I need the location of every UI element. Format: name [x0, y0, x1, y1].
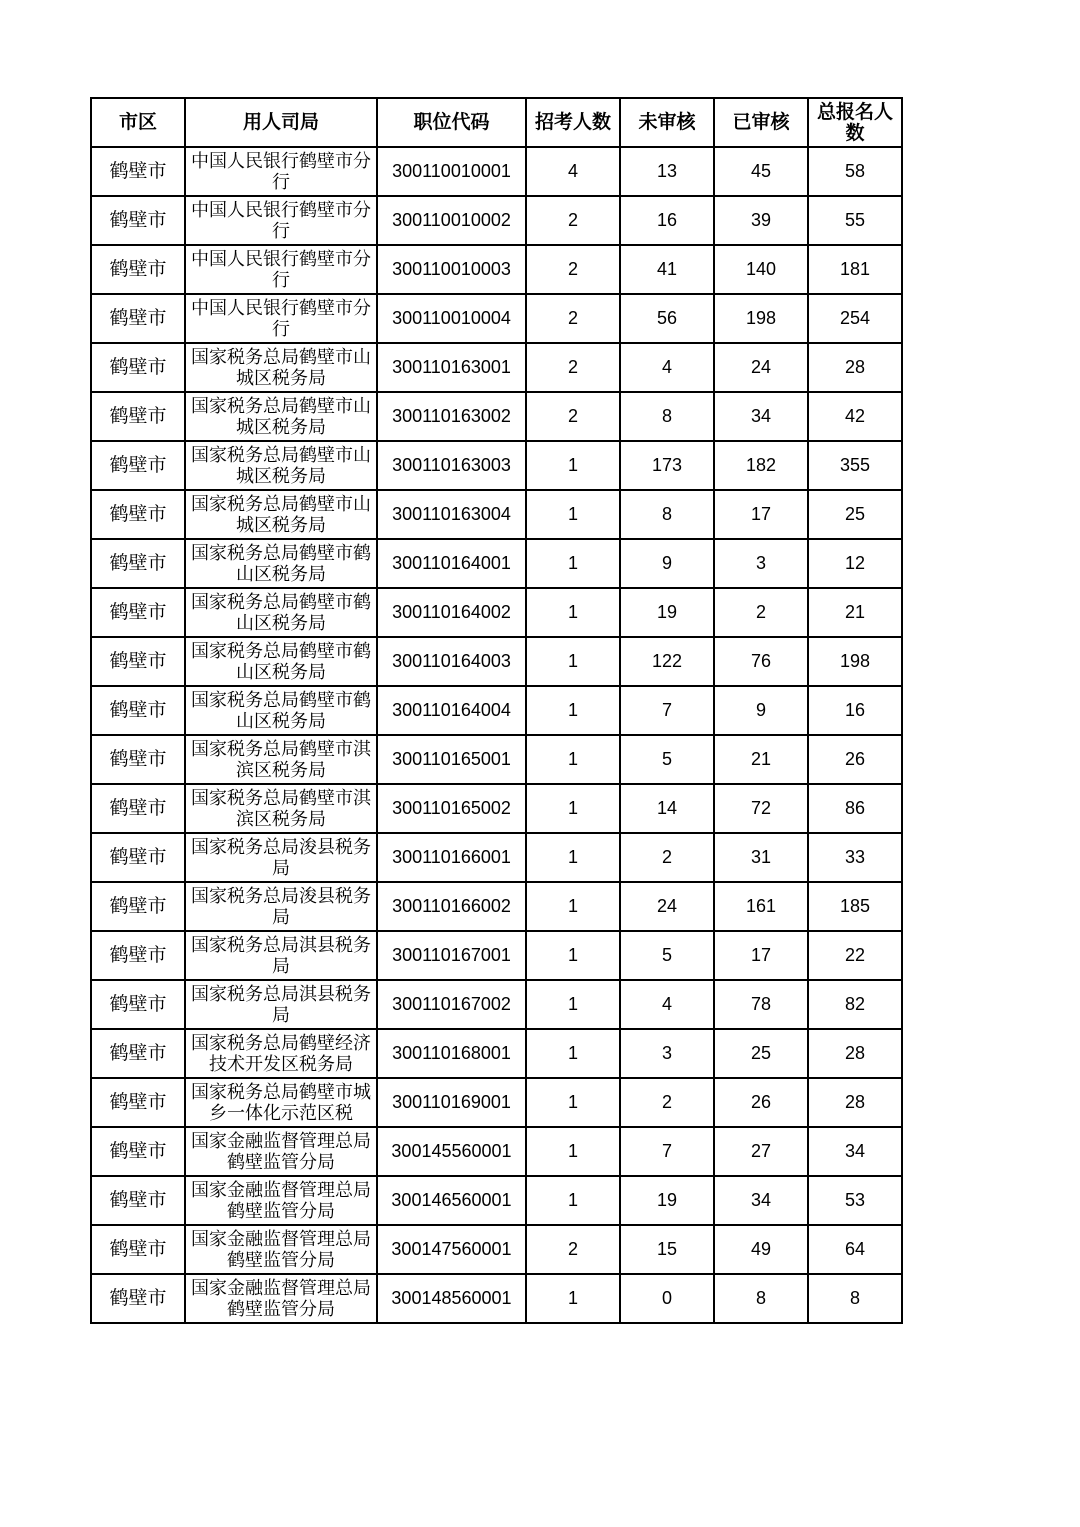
cell-position-code: 300110164004: [377, 686, 526, 735]
cell-recruit-count: 1: [526, 539, 620, 588]
cell-agency: 国家税务总局鹤壁市鹤山区税务局: [185, 588, 377, 637]
cell-position-code: 300110167001: [377, 931, 526, 980]
cell-reviewed: 31: [714, 833, 808, 882]
cell-recruit-count: 1: [526, 1078, 620, 1127]
cell-position-code: 300148560001: [377, 1274, 526, 1323]
cell-unreviewed: 4: [620, 980, 714, 1029]
cell-reviewed: 198: [714, 294, 808, 343]
cell-city: 鹤壁市: [91, 833, 185, 882]
cell-total-applicants: 28: [808, 343, 902, 392]
cell-unreviewed: 173: [620, 441, 714, 490]
cell-position-code: 300110164002: [377, 588, 526, 637]
cell-position-code: 300145560001: [377, 1127, 526, 1176]
cell-total-applicants: 355: [808, 441, 902, 490]
cell-city: 鹤壁市: [91, 294, 185, 343]
cell-unreviewed: 7: [620, 686, 714, 735]
cell-total-applicants: 82: [808, 980, 902, 1029]
cell-position-code: 300110010003: [377, 245, 526, 294]
cell-total-applicants: 25: [808, 490, 902, 539]
cell-city: 鹤壁市: [91, 784, 185, 833]
cell-reviewed: 45: [714, 147, 808, 196]
cell-agency: 国家税务总局淇县税务局: [185, 980, 377, 1029]
table-row: [91, 784, 902, 833]
cell-city: 鹤壁市: [91, 147, 185, 196]
header-city: 市区: [91, 98, 185, 147]
cell-total-applicants: 53: [808, 1176, 902, 1225]
cell-total-applicants: 34: [808, 1127, 902, 1176]
cell-recruit-count: 1: [526, 490, 620, 539]
table-row: [91, 1078, 902, 1127]
cell-city: 鹤壁市: [91, 882, 185, 931]
cell-recruit-count: 2: [526, 196, 620, 245]
cell-total-applicants: 42: [808, 392, 902, 441]
cell-agency: 中国人民银行鹤壁市分行: [185, 147, 377, 196]
cell-unreviewed: 9: [620, 539, 714, 588]
cell-recruit-count: 1: [526, 833, 620, 882]
table-row: [91, 980, 902, 1029]
cell-recruit-count: 2: [526, 343, 620, 392]
cell-position-code: 300110163004: [377, 490, 526, 539]
cell-agency: 国家税务总局鹤壁市鹤山区税务局: [185, 637, 377, 686]
cell-total-applicants: 198: [808, 637, 902, 686]
registration-table: [90, 97, 903, 1324]
cell-agency: 中国人民银行鹤壁市分行: [185, 196, 377, 245]
cell-unreviewed: 13: [620, 147, 714, 196]
header-total-applicants: 总报名人数: [808, 98, 902, 147]
cell-reviewed: 39: [714, 196, 808, 245]
cell-unreviewed: 4: [620, 343, 714, 392]
cell-agency: 国家税务总局鹤壁市淇滨区税务局: [185, 735, 377, 784]
cell-position-code: 300110168001: [377, 1029, 526, 1078]
cell-reviewed: 72: [714, 784, 808, 833]
cell-recruit-count: 1: [526, 784, 620, 833]
cell-reviewed: 161: [714, 882, 808, 931]
cell-total-applicants: 181: [808, 245, 902, 294]
cell-city: 鹤壁市: [91, 196, 185, 245]
cell-reviewed: 8: [714, 1274, 808, 1323]
cell-unreviewed: 8: [620, 392, 714, 441]
cell-position-code: 300110163002: [377, 392, 526, 441]
header-recruit-count: 招考人数: [526, 98, 620, 147]
cell-unreviewed: 24: [620, 882, 714, 931]
table-header: [91, 98, 902, 147]
cell-total-applicants: 21: [808, 588, 902, 637]
table-row: [91, 392, 902, 441]
table-row: [91, 931, 902, 980]
cell-position-code: 300110010004: [377, 294, 526, 343]
cell-reviewed: 34: [714, 1176, 808, 1225]
cell-position-code: 300110164001: [377, 539, 526, 588]
cell-total-applicants: 55: [808, 196, 902, 245]
cell-position-code: 300110165002: [377, 784, 526, 833]
cell-recruit-count: 1: [526, 441, 620, 490]
table-row: [91, 1029, 902, 1078]
cell-city: 鹤壁市: [91, 588, 185, 637]
header-agency: 用人司局: [185, 98, 377, 147]
cell-unreviewed: 19: [620, 588, 714, 637]
cell-position-code: 300146560001: [377, 1176, 526, 1225]
table-row: [91, 294, 902, 343]
cell-unreviewed: 56: [620, 294, 714, 343]
header-position-code: 职位代码: [377, 98, 526, 147]
header-unreviewed: 未审核: [620, 98, 714, 147]
header-row: [91, 98, 902, 147]
cell-position-code: 300147560001: [377, 1225, 526, 1274]
cell-city: 鹤壁市: [91, 1078, 185, 1127]
cell-agency: 国家金融监督管理总局鹤壁监管分局: [185, 1176, 377, 1225]
cell-agency: 国家税务总局鹤壁市山城区税务局: [185, 490, 377, 539]
cell-recruit-count: 1: [526, 882, 620, 931]
cell-recruit-count: 1: [526, 1176, 620, 1225]
cell-agency: 国家税务总局鹤壁市鹤山区税务局: [185, 686, 377, 735]
table-row: [91, 490, 902, 539]
cell-reviewed: 25: [714, 1029, 808, 1078]
cell-unreviewed: 5: [620, 735, 714, 784]
cell-unreviewed: 19: [620, 1176, 714, 1225]
cell-city: 鹤壁市: [91, 343, 185, 392]
cell-total-applicants: 26: [808, 735, 902, 784]
cell-city: 鹤壁市: [91, 245, 185, 294]
cell-recruit-count: 1: [526, 1127, 620, 1176]
cell-agency: 国家税务总局鹤壁市鹤山区税务局: [185, 539, 377, 588]
cell-city: 鹤壁市: [91, 735, 185, 784]
cell-total-applicants: 28: [808, 1029, 902, 1078]
cell-city: 鹤壁市: [91, 980, 185, 1029]
cell-total-applicants: 28: [808, 1078, 902, 1127]
cell-position-code: 300110163001: [377, 343, 526, 392]
cell-reviewed: 34: [714, 392, 808, 441]
cell-unreviewed: 122: [620, 637, 714, 686]
cell-agency: 国家税务总局鹤壁市城乡一体化示范区税: [185, 1078, 377, 1127]
table-row: [91, 882, 902, 931]
cell-recruit-count: 1: [526, 686, 620, 735]
cell-total-applicants: 8: [808, 1274, 902, 1323]
cell-unreviewed: 2: [620, 833, 714, 882]
cell-recruit-count: 2: [526, 294, 620, 343]
cell-city: 鹤壁市: [91, 1029, 185, 1078]
table-row: [91, 1176, 902, 1225]
cell-total-applicants: 254: [808, 294, 902, 343]
cell-unreviewed: 15: [620, 1225, 714, 1274]
cell-total-applicants: 58: [808, 147, 902, 196]
cell-position-code: 300110163003: [377, 441, 526, 490]
cell-agency: 国家税务总局浚县税务局: [185, 882, 377, 931]
table-row: [91, 343, 902, 392]
table-body: [91, 147, 902, 1323]
cell-city: 鹤壁市: [91, 637, 185, 686]
cell-total-applicants: 12: [808, 539, 902, 588]
cell-agency: 国家税务总局鹤壁经济技术开发区税务局: [185, 1029, 377, 1078]
cell-total-applicants: 185: [808, 882, 902, 931]
table-row: [91, 539, 902, 588]
cell-agency: 国家税务总局鹤壁市山城区税务局: [185, 441, 377, 490]
table-row: [91, 147, 902, 196]
table-row: [91, 735, 902, 784]
cell-agency: 国家税务总局淇县税务局: [185, 931, 377, 980]
cell-unreviewed: 5: [620, 931, 714, 980]
cell-reviewed: 182: [714, 441, 808, 490]
cell-reviewed: 140: [714, 245, 808, 294]
cell-total-applicants: 33: [808, 833, 902, 882]
cell-unreviewed: 7: [620, 1127, 714, 1176]
cell-position-code: 300110166002: [377, 882, 526, 931]
cell-reviewed: 9: [714, 686, 808, 735]
cell-position-code: 300110169001: [377, 1078, 526, 1127]
table-row: [91, 245, 902, 294]
table-row: [91, 686, 902, 735]
table-row: [91, 196, 902, 245]
cell-city: 鹤壁市: [91, 931, 185, 980]
cell-city: 鹤壁市: [91, 441, 185, 490]
cell-recruit-count: 2: [526, 1225, 620, 1274]
cell-agency: 国家金融监督管理总局鹤壁监管分局: [185, 1127, 377, 1176]
cell-position-code: 300110010001: [377, 147, 526, 196]
cell-city: 鹤壁市: [91, 539, 185, 588]
cell-city: 鹤壁市: [91, 686, 185, 735]
cell-recruit-count: 4: [526, 147, 620, 196]
cell-position-code: 300110167002: [377, 980, 526, 1029]
cell-unreviewed: 0: [620, 1274, 714, 1323]
cell-agency: 国家金融监督管理总局鹤壁监管分局: [185, 1225, 377, 1274]
cell-total-applicants: 86: [808, 784, 902, 833]
table-row: [91, 441, 902, 490]
cell-recruit-count: 2: [526, 392, 620, 441]
cell-position-code: 300110166001: [377, 833, 526, 882]
cell-agency: 国家税务总局浚县税务局: [185, 833, 377, 882]
cell-position-code: 300110010002: [377, 196, 526, 245]
cell-city: 鹤壁市: [91, 392, 185, 441]
cell-reviewed: 24: [714, 343, 808, 392]
cell-agency: 国家税务总局鹤壁市山城区税务局: [185, 392, 377, 441]
cell-unreviewed: 2: [620, 1078, 714, 1127]
cell-city: 鹤壁市: [91, 1274, 185, 1323]
cell-recruit-count: 1: [526, 1029, 620, 1078]
cell-total-applicants: 16: [808, 686, 902, 735]
cell-agency: 中国人民银行鹤壁市分行: [185, 294, 377, 343]
cell-city: 鹤壁市: [91, 1176, 185, 1225]
cell-recruit-count: 1: [526, 980, 620, 1029]
cell-total-applicants: 22: [808, 931, 902, 980]
table-row: [91, 833, 902, 882]
cell-reviewed: 49: [714, 1225, 808, 1274]
cell-agency: 国家税务总局鹤壁市山城区税务局: [185, 343, 377, 392]
cell-reviewed: 78: [714, 980, 808, 1029]
cell-city: 鹤壁市: [91, 1127, 185, 1176]
cell-city: 鹤壁市: [91, 490, 185, 539]
table-row: [91, 1127, 902, 1176]
cell-recruit-count: 1: [526, 735, 620, 784]
cell-unreviewed: 3: [620, 1029, 714, 1078]
cell-position-code: 300110165001: [377, 735, 526, 784]
cell-unreviewed: 14: [620, 784, 714, 833]
cell-recruit-count: 1: [526, 588, 620, 637]
table-row: [91, 1274, 902, 1323]
cell-reviewed: 3: [714, 539, 808, 588]
cell-total-applicants: 64: [808, 1225, 902, 1274]
cell-unreviewed: 8: [620, 490, 714, 539]
cell-reviewed: 2: [714, 588, 808, 637]
cell-reviewed: 26: [714, 1078, 808, 1127]
cell-unreviewed: 41: [620, 245, 714, 294]
cell-recruit-count: 2: [526, 245, 620, 294]
cell-unreviewed: 16: [620, 196, 714, 245]
cell-agency: 中国人民银行鹤壁市分行: [185, 245, 377, 294]
table-row: [91, 588, 902, 637]
cell-reviewed: 17: [714, 931, 808, 980]
cell-city: 鹤壁市: [91, 1225, 185, 1274]
cell-recruit-count: 1: [526, 1274, 620, 1323]
cell-recruit-count: 1: [526, 637, 620, 686]
cell-agency: 国家税务总局鹤壁市淇滨区税务局: [185, 784, 377, 833]
cell-reviewed: 21: [714, 735, 808, 784]
cell-agency: 国家金融监督管理总局鹤壁监管分局: [185, 1274, 377, 1323]
table-row: [91, 1225, 902, 1274]
table-row: [91, 637, 902, 686]
cell-position-code: 300110164003: [377, 637, 526, 686]
cell-reviewed: 17: [714, 490, 808, 539]
header-reviewed: 已审核: [714, 98, 808, 147]
cell-reviewed: 27: [714, 1127, 808, 1176]
cell-reviewed: 76: [714, 637, 808, 686]
cell-recruit-count: 1: [526, 931, 620, 980]
